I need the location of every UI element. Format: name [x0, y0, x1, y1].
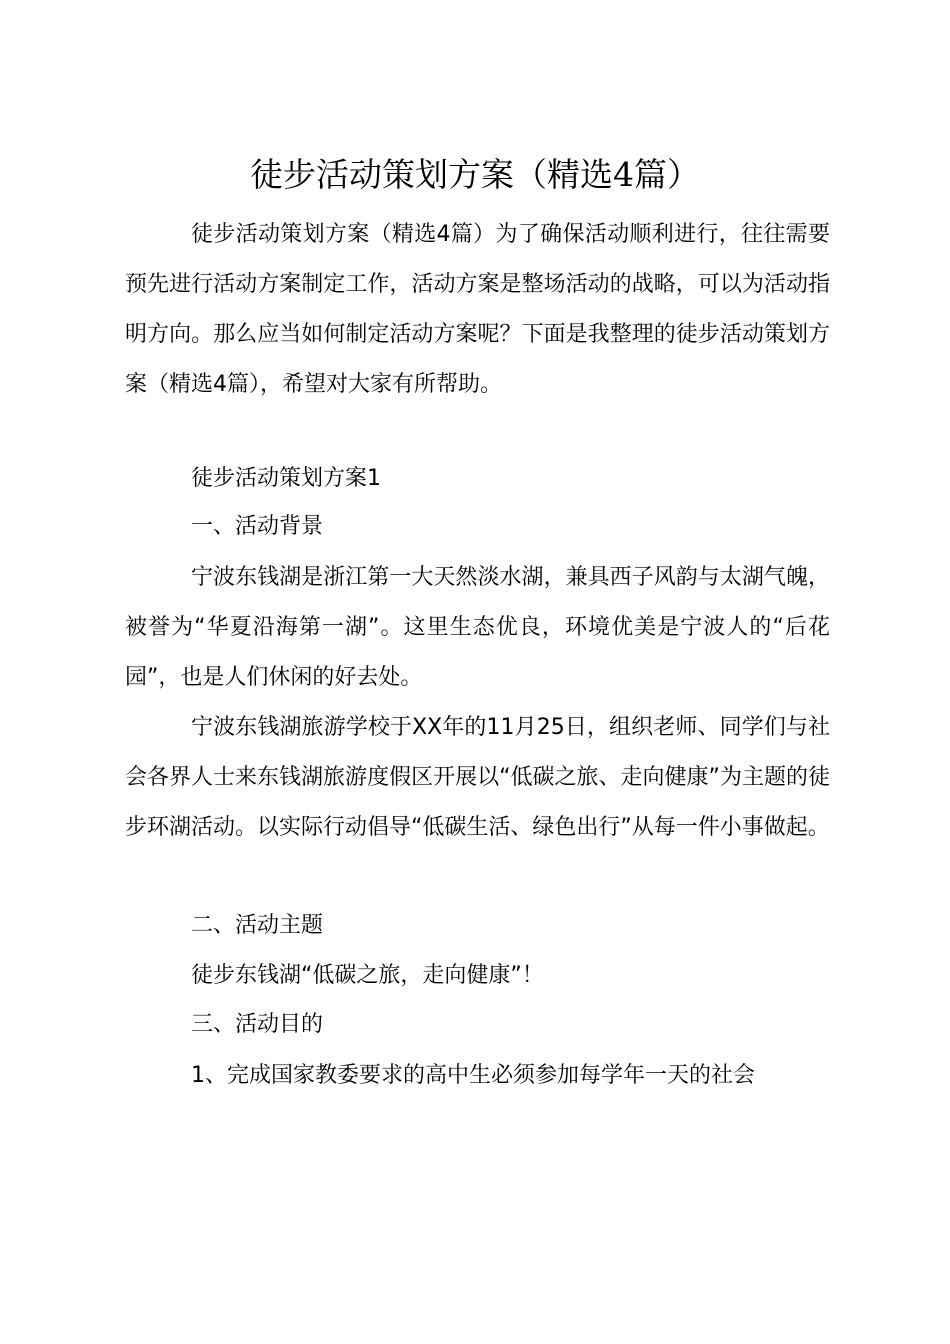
part-heading-theme: 二、活动主题	[191, 913, 324, 938]
intro-paragraph: 徒步活动策划方案（精选4篇）为了确保活动顺利进行，往往需要预先进行活动方案制定工作，活动方案是整场活动的战略，可以为活动指明方向。那么应当如何制定活动方案呢？下面是我整理的徒步活动策划方案（精选4篇），希望对大家有所帮助。	[125, 222, 830, 397]
background-paragraph-1: 宁波东钱湖是浙江第一大天然淡水湖，兼具西子风韵与太湖气魄，被誉为“华夏沿海第一湖”。这里生态优良，环境优美是宁波人的“后花园”，也是人们休闲的好去处。	[125, 565, 830, 690]
part-heading-purpose: 三、活动目的	[191, 1012, 324, 1037]
theme-text: 徒步东钱湖“低碳之旅，走向健康”！	[191, 963, 544, 988]
section-heading: 徒步活动策划方案1	[191, 466, 381, 491]
background-paragraph-2: 宁波东钱湖旅游学校于XX年的11月25日，组织老师、同学们与社会各界人士来东钱湖旅游度假区开展以“低碳之旅、走向健康”为主题的徒步环湖活动。以实际行动倡导“低碳生活、绿色出行”从每一件小事做起。	[125, 715, 830, 840]
part-heading-background: 一、活动背景	[191, 514, 324, 539]
document-title: 徒步活动策划方案（精选4篇）	[250, 155, 700, 194]
purpose-item-1: 1、完成国家教委要求的高中生必须参加每学年一天的社会	[191, 1063, 755, 1088]
